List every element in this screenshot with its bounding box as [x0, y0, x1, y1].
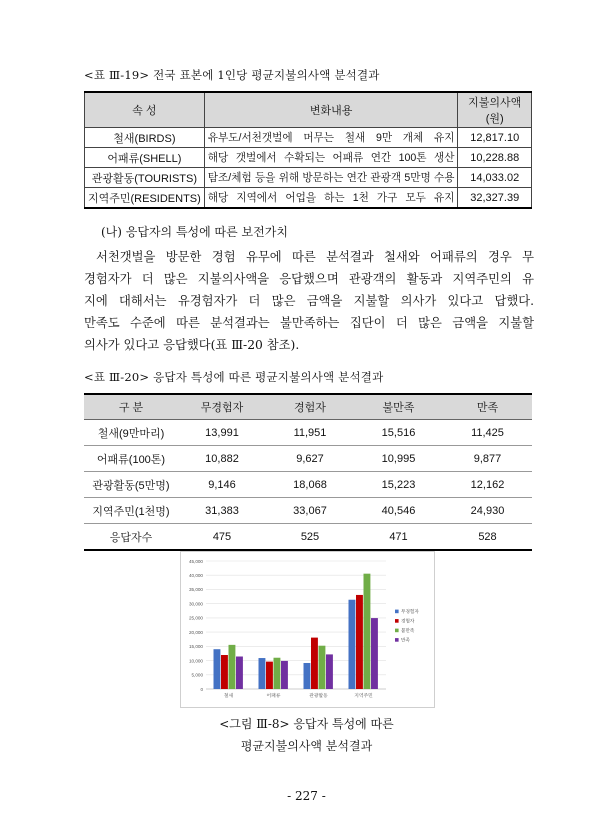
table1-cell-value: 10,228.88	[458, 148, 532, 168]
chart-legend-swatch	[395, 629, 399, 633]
table2-cell: 10,882	[178, 446, 266, 472]
chart-legend-label: 불만족	[401, 629, 415, 634]
table1-cell-attr: 철새(BIRDS)	[85, 128, 205, 148]
table-row	[84, 498, 532, 524]
table2-cell: 31,383	[178, 498, 266, 524]
table2-cell: 15,516	[354, 420, 443, 446]
table2-cell: 11,951	[266, 420, 354, 446]
table2-cell: 15,223	[354, 472, 443, 498]
figure-caption-line2: 평균지불의사액 분석결과	[240, 739, 373, 753]
table1-header-wtp-line1: 지불의사액	[468, 97, 522, 109]
chart-y-tick-label: 0	[200, 686, 203, 692]
chart-y-tick-label: 45,000	[188, 558, 203, 564]
wtp-table-by-respondent	[84, 393, 532, 551]
table1-cell-content: 탐조/체험 등을 위해 방문하는 연간 관광객 5만명 수용	[204, 168, 458, 188]
table2-header: 불만족	[354, 394, 443, 420]
chart-x-tick-label: 어패류	[266, 694, 281, 699]
paragraph-line: 경험자가 더 많은 지불의사액을 응답했으며 관광객의 활동과 지역주민의 유	[84, 272, 534, 286]
chart-legend-swatch	[395, 619, 399, 623]
chart-bar	[221, 655, 228, 689]
chart-bar	[364, 574, 371, 689]
chart-legend-swatch	[395, 638, 399, 642]
table2-cell: 24,930	[443, 498, 532, 524]
chart-bar	[349, 600, 356, 689]
table1-cell-value: 32,327.39	[458, 188, 532, 209]
chart-bar	[371, 618, 378, 689]
table1-cell-content: 해당 갯벌에서 수확되는 어패류 연간 100톤 생산	[204, 148, 458, 168]
table2-cell: 응답자수	[84, 524, 178, 551]
figure-caption-line1: <그림 Ⅲ-8> 응답자 특성에 따른	[219, 717, 394, 731]
table2-cell: 33,067	[266, 498, 354, 524]
chart-bar	[311, 638, 318, 689]
table2-cell: 475	[178, 524, 266, 551]
table1-cell-attr: 어패류(SHELL)	[85, 148, 205, 168]
table-row	[85, 128, 532, 148]
table2-caption: <표 Ⅲ-20> 응답자 특성에 따른 평균지불의사액 분석결과	[84, 370, 384, 384]
table2-cell: 10,995	[354, 446, 443, 472]
table-row	[84, 472, 532, 498]
table2-cell: 9,627	[266, 446, 354, 472]
wtp-bar-chart	[180, 551, 435, 708]
table2-cell: 471	[354, 524, 443, 551]
table1-header-content: 변화내용	[204, 92, 458, 128]
chart-bar	[229, 645, 236, 689]
chart-x-tick-label: 철새	[223, 694, 234, 699]
chart-bar	[304, 663, 311, 689]
chart-bar	[259, 658, 266, 689]
table1-cell-value: 12,817.10	[458, 128, 532, 148]
table2-header: 무경험자	[178, 394, 266, 420]
paragraph-line: 서천갯벌을 방문한 경험 유무에 따른 분석결과 철새와 어패류의 경우 무	[96, 250, 534, 264]
table1-cell-content: 유부도/서천갯벌에 머무는 철새 9만 개체 유지	[204, 128, 458, 148]
table-row	[85, 188, 532, 209]
chart-bar	[319, 646, 326, 689]
table2-cell: 18,068	[266, 472, 354, 498]
table2-cell: 지역주민(1천명)	[84, 498, 178, 524]
paragraph-line: 의사가 있다고 응답했다(표 Ⅲ-20 참조).	[84, 338, 300, 352]
chart-bar	[274, 658, 281, 689]
table2-cell: 9,146	[178, 472, 266, 498]
table1-header-attr: 속 성	[85, 92, 205, 128]
table-row	[85, 168, 532, 188]
table2-cell: 9,877	[443, 446, 532, 472]
table2-cell: 525	[266, 524, 354, 551]
chart-y-tick-label: 25,000	[188, 615, 203, 621]
body-paragraph	[84, 246, 534, 356]
chart-x-tick-label: 지역주민	[354, 694, 373, 699]
chart-legend-swatch	[395, 610, 399, 614]
table1-cell-content: 해당 지역에서 어업을 하는 1천 가구 모두 유지	[204, 188, 458, 209]
chart-y-tick-label: 40,000	[188, 573, 203, 579]
chart-legend-label: 무경험자	[401, 610, 419, 615]
table2-cell: 철새(9만마리)	[84, 420, 178, 446]
table2-cell: 528	[443, 524, 532, 551]
paragraph-line: 만족도 수준에 따른 분석결과는 불만족하는 집단이 더 많은 금액을 지불할	[84, 316, 534, 330]
page-number: - 227 -	[287, 789, 326, 803]
chart-y-tick-label: 5,000	[191, 672, 203, 678]
chart-legend-label: 만족	[401, 638, 410, 644]
section-subheading: (나) 응답자의 특성에 따른 보전가치	[101, 225, 288, 239]
chart-y-tick-label: 30,000	[188, 601, 203, 607]
table1-cell-attr: 지역주민(RESIDENTS)	[85, 188, 205, 209]
chart-x-tick-label: 관광활동	[309, 694, 328, 699]
chart-bar	[266, 662, 273, 689]
table1-cell-attr: 관광활동(TOURISTS)	[85, 168, 205, 188]
table1-cell-value: 14,033.02	[458, 168, 532, 188]
chart-y-tick-label: 20,000	[188, 629, 203, 635]
chart-bar	[356, 595, 363, 689]
table2-cell: 11,425	[443, 420, 532, 446]
table1-header-wtp	[458, 92, 532, 128]
chart-y-tick-label: 35,000	[188, 587, 203, 593]
table2-header: 경험자	[266, 394, 354, 420]
wtp-table-national	[84, 91, 532, 209]
table2-header: 만족	[443, 394, 532, 420]
chart-bar	[326, 654, 333, 689]
chart-bar	[214, 649, 221, 689]
table2-cell: 어패류(100톤)	[84, 446, 178, 472]
paragraph-line: 지에 대해서는 유경험자가 더 많은 금액을 지불할 의사가 있다고 답했다.	[84, 294, 534, 308]
table1-caption: <표 Ⅲ-19> 전국 표본에 1인당 평균지불의사액 분석결과	[84, 68, 380, 82]
table-row	[85, 148, 532, 168]
table-row	[84, 420, 532, 446]
chart-y-tick-label: 10,000	[188, 658, 203, 664]
chart-bar	[236, 657, 243, 689]
table-row	[84, 446, 532, 472]
table2-cell: 12,162	[443, 472, 532, 498]
table2-header: 구 분	[84, 394, 178, 420]
chart-y-tick-label: 15,000	[188, 644, 203, 650]
table2-cell: 13,991	[178, 420, 266, 446]
chart-svg	[181, 552, 434, 707]
chart-legend-label: 경험자	[401, 619, 415, 625]
table2-cell: 40,546	[354, 498, 443, 524]
table1-header-wtp-line2: (원)	[485, 113, 504, 125]
table2-cell: 관광활동(5만명)	[84, 472, 178, 498]
table-row	[84, 524, 532, 551]
chart-bar	[281, 661, 288, 689]
